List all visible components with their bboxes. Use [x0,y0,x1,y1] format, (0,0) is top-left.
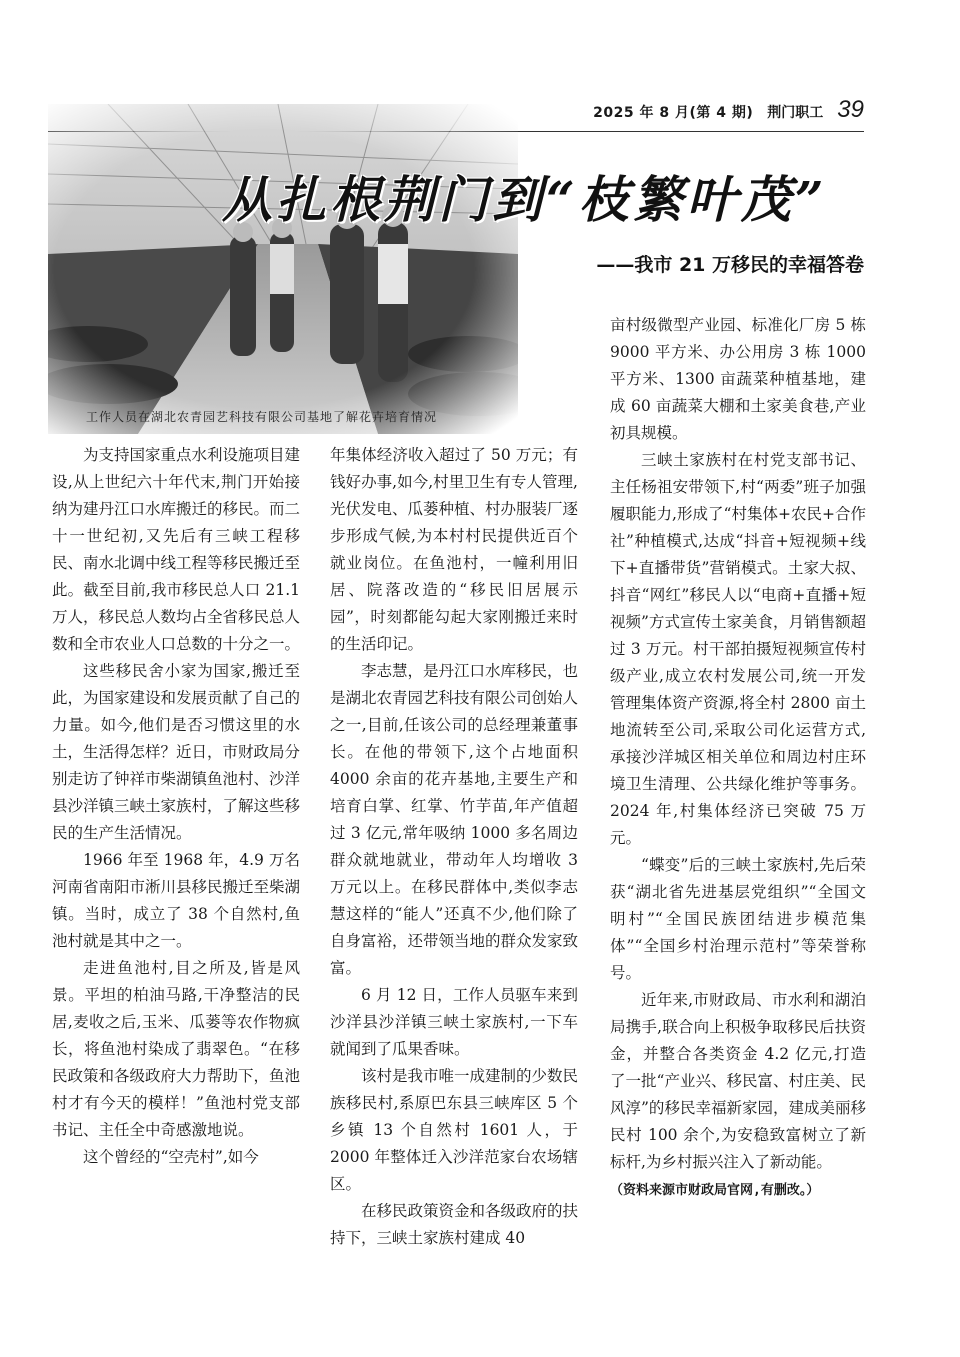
source-note: （资料来源市财政局官网,有删改。） [610,1183,820,1198]
paragraph: 三峡土家族村在村党支部书记、主任杨祖安带领下,村“两委”班子加强履职能力,形成了“村集体+农民+合作社”种植模式,达成“抖音+短视频+线下+直播带货”营销模式。土家大叔、抖音“网红”移民人以“电商+直播+短视频”方式宣传土家美食，月销售额超过 3 万元。村干部拍摄短视频宣传村级产业,成立农村发展公司,统一开发管理集体资产资源,将全村 2800 亩土地流转至公司,采取公司化运营方式,承接沙洋城区相关单位和周边村庄环境卫生清理、公共绿化维护等事务。2024 年,村集体经济已突破 75 万元。 [610,451,866,847]
paragraph: 亩村级微型产业园、标准化厂房 5 栋 9000 平方米、办公用房 3 栋 1000 平方米、1300 亩蔬菜种植基地，建成 60 亩蔬菜大棚和土家美食巷,产业初具规模。 [610,316,866,442]
article-subtitle: ——我市 21 万移民的幸福答卷 [596,254,864,276]
paragraph: 6 月 12 日，工作人员驱车来到沙洋县沙洋镇三峡土家族村,一下车就闻到了瓜果香味。 [330,986,578,1058]
paragraph: 这些移民舍小家为国家,搬迁至此，为国家建设和发展贡献了自己的力量。如今,他们是否习惯这里的水土，生活得怎样？近日，市财政局分别走访了钟祥市柴湖镇鱼池村、沙洋县沙洋镇三峡土家族村，了解这些移民的生产生活情况。 [52,662,301,842]
magazine-name: 荆门职工 [767,105,824,121]
page-header [593,96,864,128]
paragraph: 1966 年至 1968 年，4.9 万名河南省南阳市淅川县移民搬迁至柴湖镇。当时，成立了 38 个自然村,鱼池村就是其中之一。 [52,851,301,950]
greenhouse-photo [48,104,518,434]
source-note-line [610,1176,866,1204]
paragraph: “蝶变”后的三峡土家族村,先后荣获“湖北省先进基层党组织”“全国文明村”“全国民族团结进步模范集体”“全国乡村治理示范村”等荣誉称号。 [610,856,866,982]
paragraph: 走进鱼池村,目之所及,皆是风景。平坦的柏油马路,干净整洁的民居,麦收之后,玉米、瓜蒌等农作物疯长，将鱼池村染成了翡翠色。“在移民政策和各级政府大力帮助下，鱼池村才有今天的模样！”鱼池村党支部书记、主任全中奇感激地说。 [52,959,301,1139]
page-number: 39 [837,96,864,123]
paragraph: 近年来,市财政局、市水利和湖泊局携手,联合向上积极争取移民后扶资金，并整合各类资金 4.2 亿元,打造了一批“产业兴、移民富、村庄美、民风淳”的移民幸福新家园，建成美丽移民村 100 余个,为安稳致富树立了新标杆,为乡村振兴注入了新动能。 [610,991,866,1171]
paragraph: 为支持国家重点水利设施项目建设,从上世纪六十年代末,荆门开始接纳为建丹江口水库搬迁的移民。而二十一世纪初,又先后有三峡工程移民、南水北调中线工程等移民搬迁至此。截至目前,我市移民总人口 21.1 万人，移民总人数均占全省移民总人数和全市农业人口总数的十分之一。 [52,446,301,653]
column-2 [330,442,578,1252]
paragraph: 该村是我市唯一成建制的少数民族移民村,系原巴东县三峡库区 5 个乡镇 13 个自然村 1601 人，于 2000 年整体迁入沙洋范家台农场辖区。 [330,1067,579,1193]
column-3 [610,312,866,1204]
photo-caption: 工作人员在湖北农青园艺科技有限公司基地了解花卉培育情况 [86,410,438,424]
paragraph: 在移民政策资金和各级政府的扶持下，三峡土家族村建成 40 [330,1202,579,1247]
paragraph: 年集体经济收入超过了 50 万元；有钱好办事,如今,村里卫生有专人管理,光伏发电、瓜蒌种植、村办服装厂逐步形成气候,为本村村民提供近百个就业岗位。在鱼池村，一幢利用旧居、院落改造的“移民旧居展示园”，时刻都能勾起大家刚搬迁来时的生活印记。 [330,446,579,653]
column-1 [52,442,300,1171]
paragraph: 李志慧，是丹江口水库移民，也是湖北农青园艺科技有限公司创始人之一,目前,任该公司的总经理兼董事长。在他的带领下,这个占地面积 4000 余亩的花卉基地,主要生产和培育白掌、红掌、竹芋苗,年产值超过 3 亿元,常年吸纳 1000 多名周边群众就地就业，带动年人均增收 3 万元以上。在移民群体中,类似李志慧这样的“能人”还真不少,他们除了自身富裕，还带领当地的群众发家致富。 [330,662,579,977]
paragraph: 这个曾经的“空壳村”,如今 [83,1148,259,1166]
article-title: 从扎根荆门到“枝繁叶茂” [222,170,828,229]
issue-date: 2025 年 8 月(第 4 期) [593,105,754,121]
